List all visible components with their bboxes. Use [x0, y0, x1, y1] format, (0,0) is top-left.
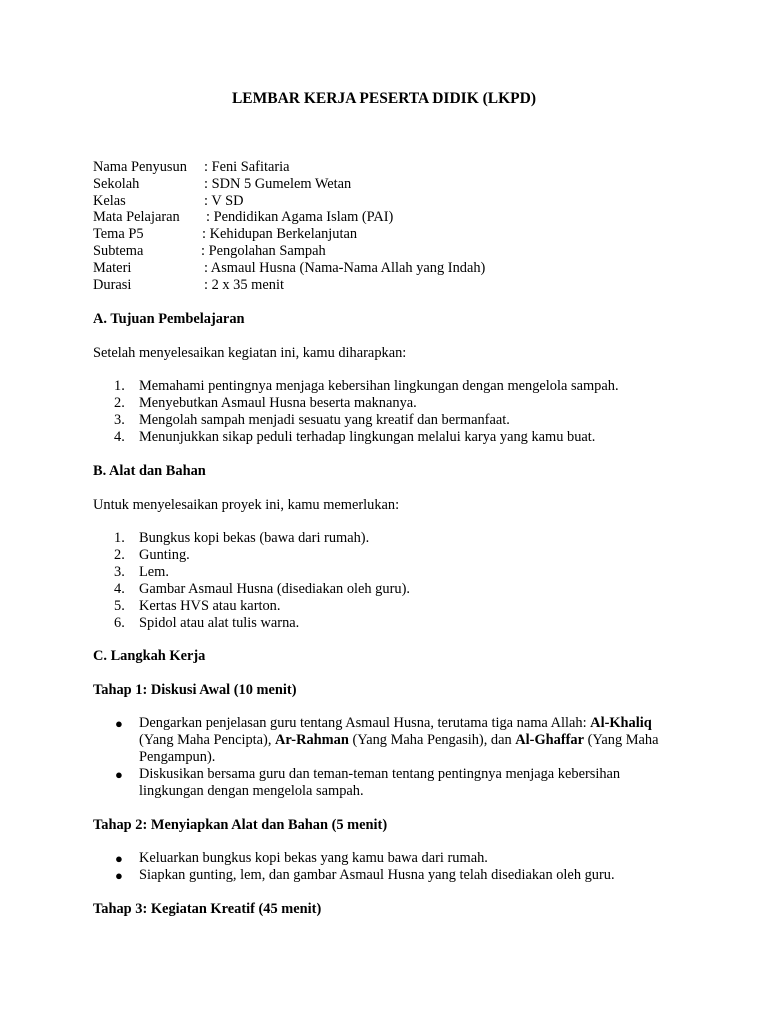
list-text: Lem. [139, 564, 169, 580]
bullet-icon: ● [115, 767, 123, 782]
list-text: Keluarkan bungkus kopi bekas yang kamu bawa dari rumah. [139, 850, 488, 866]
info-label: Durasi [93, 276, 132, 293]
list-text: Diskusikan bersama guru dan teman-teman tentang pentingnya menjaga kebersihan lingkungan dengan mengelola sampah. [139, 766, 621, 799]
info-value: : V SD [204, 192, 244, 209]
info-value: : Feni Safitaria [204, 159, 290, 175]
list-text: (Yang Maha Pengasih), dan [348, 732, 516, 748]
bullet-icon: ● [115, 868, 123, 883]
tahap-2-list [93, 850, 713, 884]
list-text: Menunjukkan sikap peduli terhadap lingkungan melalui karya yang kamu buat. [139, 429, 596, 445]
list-number: 4. [114, 429, 125, 445]
document-title: LEMBAR KERJA PESERTA DIDIK (LKPD) [231, 90, 537, 107]
list-text: Memahami pentingnya menjaga kebersihan lingkungan dengan mengelola sampah. [139, 378, 619, 394]
list-text: Gambar Asmaul Husna (disediakan oleh guru). [139, 581, 410, 597]
list-item [93, 615, 410, 632]
info-label: Tema P5 [93, 226, 144, 243]
list-number: 2. [114, 547, 125, 563]
list-text: Kertas HVS atau karton. [139, 598, 281, 614]
info-label: Mata Pelajaran [93, 209, 180, 226]
list-text: Gunting. [139, 547, 190, 563]
info-label: Subtema [93, 242, 144, 259]
asmaul-husna-name: Ar-Rahman [275, 732, 349, 748]
list-text: Menyebutkan Asmaul Husna beserta maknanya. [139, 395, 417, 411]
info-label: Nama Penyusun [93, 159, 187, 175]
bullet-icon: ● [115, 716, 123, 731]
section-a-heading: A. Tujuan Pembelajaran [93, 311, 245, 327]
asmaul-husna-name: Al-Khaliq [590, 715, 652, 731]
list-item [93, 581, 410, 598]
list-text: Spidol atau alat tulis warna. [139, 615, 300, 631]
list-number: 5. [114, 598, 125, 614]
list-item [93, 564, 410, 581]
section-b-intro: Untuk menyelesaikan proyek ini, kamu memerlukan: [93, 497, 400, 513]
list-item [93, 378, 619, 395]
list-number: 4. [114, 581, 125, 597]
tahap-2-heading: Tahap 2: Menyiapkan Alat dan Bahan (5 menit) [93, 817, 388, 833]
list-item [93, 530, 410, 547]
section-a-intro: Setelah menyelesaikan kegiatan ini, kamu diharapkan: [93, 345, 407, 361]
list-number: 6. [114, 615, 125, 631]
list-item [93, 850, 713, 867]
list-item [93, 766, 663, 800]
tahap-1-heading: Tahap 1: Diskusi Awal (10 menit) [93, 682, 297, 698]
section-c-heading: C. Langkah Kerja [93, 648, 206, 664]
list-item [93, 598, 410, 615]
list-item [93, 429, 619, 446]
list-number: 1. [114, 530, 125, 546]
list-number: 3. [114, 412, 125, 428]
list-number: 3. [114, 564, 125, 580]
materials-list [93, 530, 410, 632]
list-text: (Yang Maha Pencipta), [139, 732, 276, 748]
info-value: : Pendidikan Agama Islam (PAI) [206, 209, 394, 226]
list-item [93, 715, 663, 766]
list-number: 2. [114, 395, 125, 411]
list-text: Siapkan gunting, lem, dan gambar Asmaul Husna yang telah disediakan oleh guru. [139, 867, 615, 883]
info-label: Sekolah [93, 175, 140, 192]
list-item [93, 547, 410, 564]
bullet-icon: ● [115, 851, 123, 866]
list-item [93, 412, 619, 429]
list-item [93, 867, 713, 884]
objectives-list [93, 378, 619, 446]
info-value: : 2 x 35 menit [204, 276, 284, 293]
info-value: : Kehidupan Berkelanjutan [202, 226, 358, 243]
list-item [93, 395, 619, 412]
info-value: : Asmaul Husna (Nama-Nama Allah yang Indah) [204, 259, 486, 276]
tahap-1-list [93, 715, 663, 800]
list-number: 1. [114, 378, 125, 394]
info-value: : SDN 5 Gumelem Wetan [204, 175, 352, 192]
tahap-3-heading: Tahap 3: Kegiatan Kreatif (45 menit) [93, 901, 322, 917]
list-text: (Yang Maha Pengampun). [139, 732, 659, 765]
section-b-heading: B. Alat dan Bahan [93, 463, 206, 479]
info-value: : Pengolahan Sampah [201, 242, 326, 259]
asmaul-husna-name: Al-Ghaffar [515, 732, 585, 748]
info-label: Kelas [93, 192, 126, 209]
list-text: Dengarkan penjelasan guru tentang Asmaul Husna, terutama tiga nama Allah: [139, 715, 591, 731]
info-label: Materi [93, 259, 132, 276]
list-text: Bungkus kopi bekas (bawa dari rumah). [139, 530, 370, 546]
list-text: Mengolah sampah menjadi sesuatu yang kreatif dan bermanfaat. [139, 412, 510, 428]
